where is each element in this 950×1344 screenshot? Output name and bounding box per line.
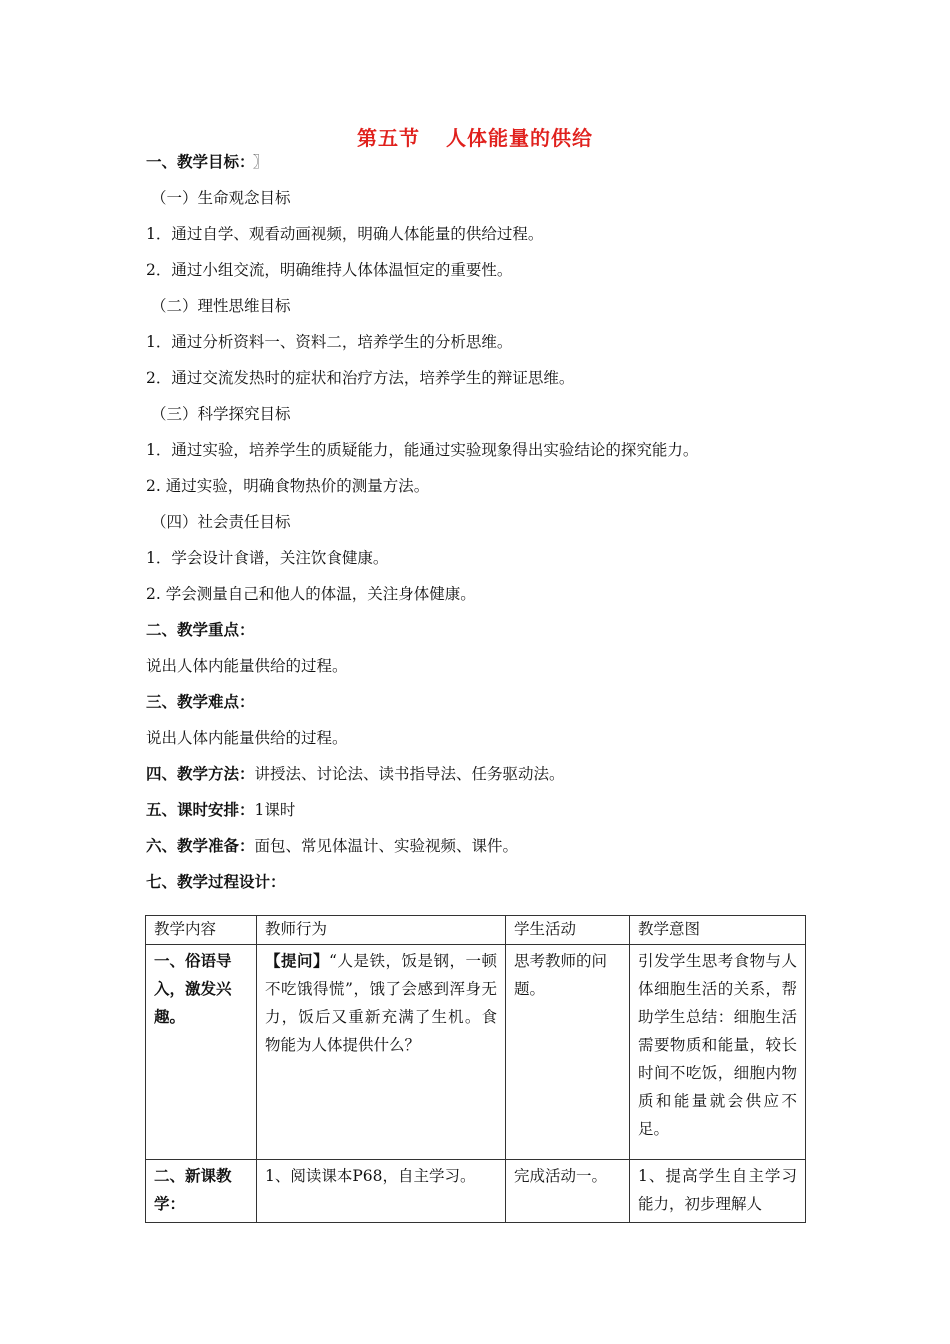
table-header-cell: 教师行为 [257,916,506,945]
objective-item: 2．通过小组交流，明确维持人体体温恒定的重要性。 [146,261,513,279]
question-tag: 【提问】 [265,952,330,970]
schedule-text: 1课时 [254,801,296,819]
table-row [146,945,806,1160]
methods-heading: 四、教学方法： [146,765,255,783]
difficulty-heading: 三、教学难点： [146,693,255,711]
schedule-heading: 五、课时安排： [146,801,255,819]
process-heading: 七、教学过程设计： [146,873,286,891]
content-cell: 一、俗语导入，激发兴趣。 [146,945,257,1160]
objective-group-label: （一）生命观念目标 [151,189,291,207]
table-header-row [146,916,806,945]
intent-cell: 引发学生思考食物与人体细胞生活的关系，帮助学生总结：细胞生活需要物质和能量，较长时间不吃饭，细胞内物质和能量就会供应不足。 [630,945,806,1160]
objective-group-label: （四）社会责任目标 [151,513,291,531]
document-title [0,122,950,151]
teacher-cell [257,945,506,1160]
schedule-line [146,800,295,820]
difficulty-text: 说出人体内能量供给的过程。 [146,729,348,747]
key-point-heading: 二、教学重点： [146,621,255,639]
objectives-heading: 一、教学目标： 〗 [146,153,269,171]
table-row [146,1160,806,1223]
objective-item: 1．学会设计食谱，关注饮食健康。 [146,549,389,567]
objective-group-label: （三）科学探究目标 [151,405,291,423]
objective-item: 1．通过实验，培养学生的质疑能力，能通过实验现象得出实验结论的探究能力。 [146,441,699,459]
table-header-cell: 教学内容 [146,916,257,945]
objective-item: 2. 通过实验，明确食物热价的测量方法。 [146,477,430,495]
title-section-number: 第五节 [357,126,420,150]
student-cell: 思考教师的问题。 [506,945,630,1160]
objective-item: 1．通过自学、观看动画视频，明确人体能量的供给过程。 [146,225,544,243]
methods-text: 讲授法、讨论法、读书指导法、任务驱动法。 [254,765,565,783]
title-text: 人体能量的供给 [446,126,593,150]
teacher-text: “人是铁，饭是钢，一顿不吃饿得慌”，饿了会感到浑身无力，饭后又重新充满了生机。食物能为人体提供什么？ [265,952,497,1054]
teacher-cell: 1、阅读课本P68，自主学习。 [257,1160,506,1223]
methods-line [146,764,565,784]
objective-item: 2. 学会测量自己和他人的体温，关注身体健康。 [146,585,476,603]
objective-item: 1．通过分析资料一、资料二，培养学生的分析思维。 [146,333,513,351]
key-point-text: 说出人体内能量供给的过程。 [146,657,348,675]
preparation-text: 面包、常见体温计、实验视频、课件。 [254,837,519,855]
preparation-line [146,836,518,856]
objective-group-label: （二）理性思维目标 [151,297,291,315]
preparation-heading: 六、教学准备： [146,837,255,855]
table-header-cell: 教学意图 [630,916,806,945]
table-header-cell: 学生活动 [506,916,630,945]
content-cell: 二、新课教学： [146,1160,257,1223]
bracket-mark: 〗 [252,153,269,171]
objective-item: 2．通过交流发热时的症状和治疗方法，培养学生的辩证思维。 [146,369,575,387]
student-cell: 完成活动一。 [506,1160,630,1223]
intent-cell: 1、提高学生自主学习能力，初步理解人 [630,1160,806,1223]
lesson-plan-table [145,915,806,1223]
